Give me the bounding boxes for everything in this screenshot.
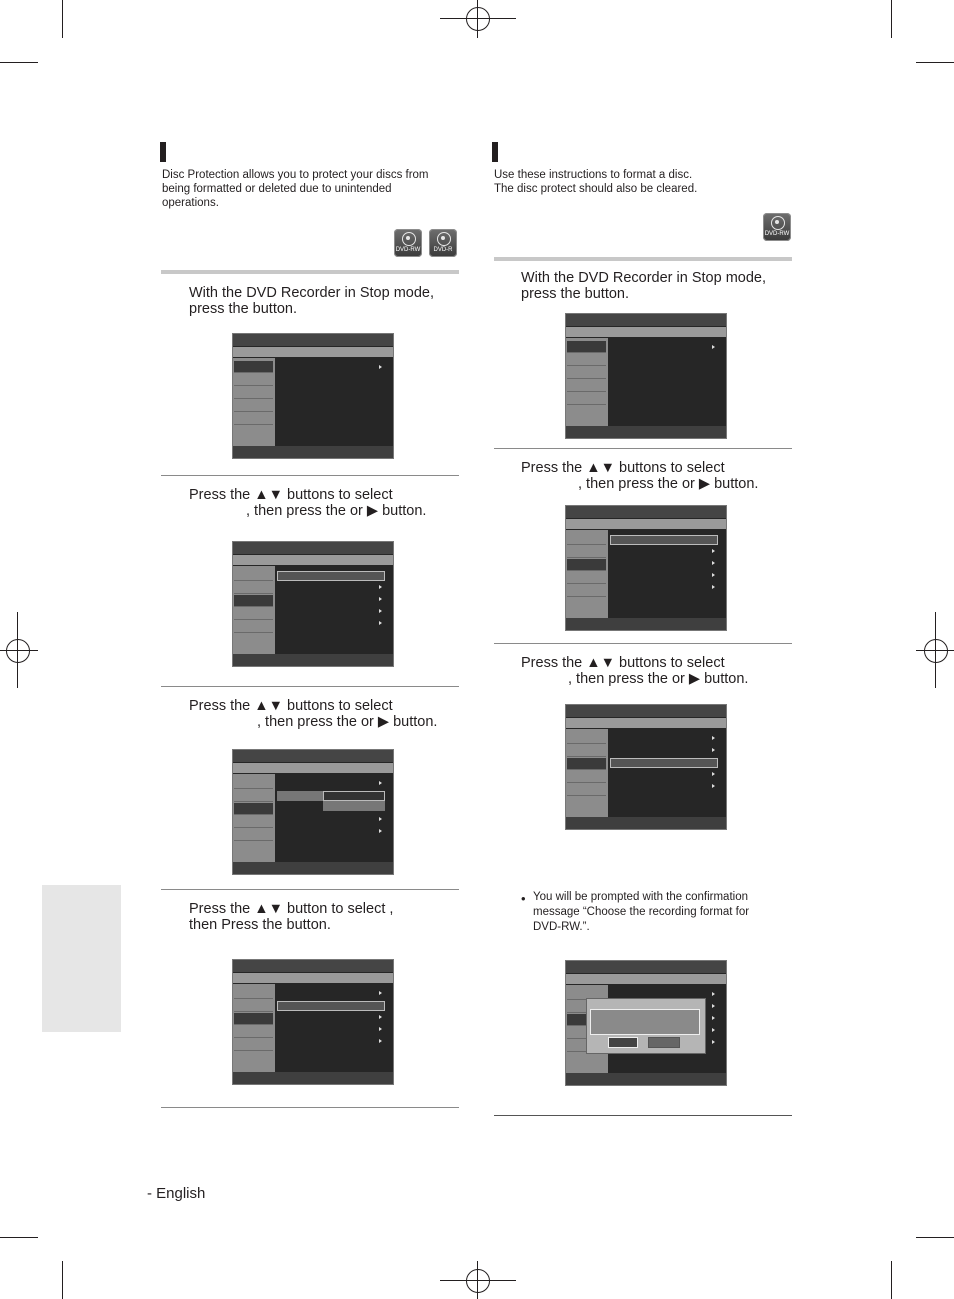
- section-marker: [160, 142, 166, 162]
- menu-screenshot-2: [232, 541, 394, 667]
- crop-mark: [0, 62, 38, 63]
- menu-screenshot-3: [232, 749, 394, 875]
- menu-screenshot-r1: [565, 313, 727, 439]
- right-intro: Use these instructions to format a disc. The disc protect should also be cleared.: [494, 169, 698, 195]
- crop-mark: [891, 0, 892, 38]
- crop-mark: [62, 1261, 63, 1299]
- crop-mark: [0, 1237, 38, 1238]
- crop-mark: [916, 62, 954, 63]
- menu-screenshot-r3: [565, 704, 727, 830]
- left-step-2: Press the ▲▼ buttons to select , then press the or ▶ button.: [189, 487, 427, 519]
- chapter-side-tab: [42, 885, 121, 1032]
- right-step-1: With the DVD Recorder in Stop mode, press the button.: [521, 270, 766, 302]
- step-divider: [161, 475, 459, 476]
- menu-screenshot-r4: [565, 960, 727, 1086]
- crop-mark: [916, 1237, 954, 1238]
- left-intro: Disc Protection allows you to protect your discs from being formatted or deleted due to unintended operations.: [162, 169, 429, 209]
- menu-screenshot-1: [232, 333, 394, 459]
- section-end-rule: [161, 1107, 459, 1108]
- right-step-2: Press the ▲▼ buttons to select , then press the or ▶ button.: [521, 460, 759, 492]
- confirmation-note: • You will be prompted with the confirmation message “Choose the recording format for DVD-RW.”.: [521, 891, 750, 933]
- step-divider: [494, 643, 792, 644]
- section-rule: [494, 257, 792, 261]
- section-end-rule: [494, 1115, 792, 1116]
- menu-screenshot-r2: [565, 505, 727, 631]
- dvd-rw-disc-icon: DVD-RW: [763, 213, 791, 241]
- step-divider: [161, 889, 459, 890]
- menu-screenshot-4: [232, 959, 394, 1085]
- right-step-3: Press the ▲▼ buttons to select , then press the or ▶ button.: [521, 655, 749, 687]
- crop-mark: [62, 0, 63, 38]
- dvd-rw-disc-icon: DVD-RW: [394, 229, 422, 257]
- registration-circle: [924, 639, 948, 663]
- step-divider: [161, 686, 459, 687]
- left-step-3: Press the ▲▼ buttons to select , then press the or ▶ button.: [189, 698, 438, 730]
- crop-mark: [891, 1261, 892, 1299]
- left-step-1: With the DVD Recorder in Stop mode, press the button.: [189, 285, 434, 317]
- step-divider: [494, 448, 792, 449]
- registration-circle: [466, 1269, 490, 1293]
- page-language-label: - English: [147, 1185, 206, 1202]
- dvd-r-disc-icon: DVD-R: [429, 229, 457, 257]
- registration-circle: [6, 639, 30, 663]
- section-marker: [492, 142, 498, 162]
- registration-circle: [466, 7, 490, 31]
- left-step-4: Press the ▲▼ button to select , then Press the button.: [189, 901, 394, 933]
- section-rule: [161, 270, 459, 274]
